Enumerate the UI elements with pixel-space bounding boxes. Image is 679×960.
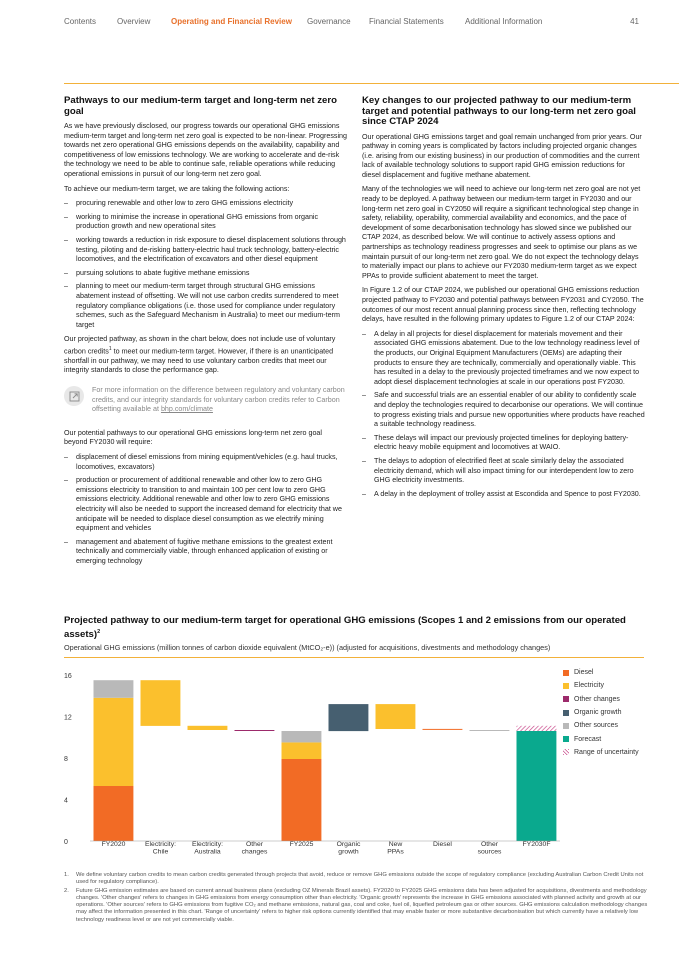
x-tick-label: New PPAs [387,841,404,856]
list-item: – production or procurement of additional renewable and other low to zero GHG emissions electricity to transition to and maintain 100 per cent low to zero GHG emissions electricity. Additional renewable and other low to zero GHG emissions electricity will also be needed to support the increased demand for electricity that we anticipate will be needed to displace diesel consumption as we electrify mining equipment and vehicles [64,476,347,534]
bar-segment [235,730,275,731]
top-navigation [64,17,639,31]
nav-contents[interactable]: Contents [64,17,97,26]
legend-item [563,746,639,759]
header-divider [64,83,679,84]
chart-title: Projected pathway to our medium-term target for operational GHG emissions (Scopes 1 and 2 emissions from our operated assets)$^2$ [64,615,626,640]
footnotes [64,872,649,925]
chart-divider [64,657,644,658]
legend-item [563,706,639,719]
list-item: – working to minimise the increase in operational GHG emissions from organic production growth and new operational sites [64,213,347,232]
bar-segment [94,680,134,698]
x-tick-label: Other changes [241,841,268,856]
right-paragraph-2: Many of the technologies we will need to achieve our long-term net zero goal are not yet ready to be deployed. A pathway between our medium-term target in FY2030 and our long-term net zero goal in CY2050 will require a significant technological step change in safety, reliability, operability, commercial availability and economics, and the pace of development of some decarbonisation technology has slowed since we published our CTAP 2024, as described below. We will continue to actively assess options and partnerships as technology readiness progresses and seek to optimise our plans as we maintain pursuit of our long-term net zero goal. We do not expect the technology delays to materially impact our plans to achieve our FY2030 medium-term target as we expect PPAs to provide sufficient abatement to meet the target. [362,185,641,280]
chart-subtitle: Operational GHG emissions (million tonnes of carbon dioxide equivalent (MtCO₂-e)) (adjusted for acquisitions, divestments and methodology changes) [64,643,551,653]
chart-legend [563,666,639,759]
bar-segment [517,726,557,731]
bar-segment [282,759,322,841]
y-tick-label: 4 [64,797,68,805]
climate-link[interactable]: bhp.com/climate [160,405,213,414]
actions-list [64,199,347,330]
footnote-ref-2[interactable]: 2 [97,628,101,635]
bar-segment [94,698,134,786]
legend-swatch [563,670,569,676]
legend-swatch [563,749,569,755]
nav-overview[interactable]: Overview [117,17,151,26]
bar-segment [423,729,463,730]
legend-item [563,666,639,679]
info-callout [64,386,347,415]
legend-label: Electricity [574,682,604,690]
list-item: – working towards a reduction in risk exposure to diesel displacement solutions through testing, piloting and de-risking battery-electric haul truck technology, battery-electric locomotives, and the electrification of excavators and other diesel equipment [64,236,347,265]
x-tick-label: Other sources [477,841,502,856]
legend-item [563,732,639,745]
legend-swatch [563,723,569,729]
list-item: – A delay in all projects for diesel displacement for materials movement and their associated GHG emissions abatement. Due to the low technology readiness level of the products, our Original Equipment Manufacturers (OEMs) are adapting their products to ensure they are technically, commercially and operationally viable. This has resulted in a delay to the previously projected timeframes and we now expect to adopt diesel displacement technologies at scale in our operations post FY2030. [362,330,645,388]
bar-segment [470,730,510,731]
list-item: – The delays to adoption of electrified fleet at scale similarly delay the associated electricity demand, which will also impact timing for our interdependent low to zero GHG electricity investments. [362,457,645,486]
bar-segment [282,731,322,742]
right-paragraph-3: In Figure 1.2 of our CTAP 2024, we published our operational GHG emissions reduction projected pathway to FY2030 and potential pathways between FY2031 and CY2050. The outcomes of our most recent annual planning process since then, reflecting technology delays, have resulted in the following primary updates to Figure 1.2 of our CTAP 2024: [362,286,644,324]
bar-segment [376,704,416,729]
nav-operating-financial-review[interactable]: Operating and Financial Review [171,17,292,26]
nav-additional-information[interactable]: Additional Information [465,17,543,26]
y-tick-label: 12 [64,714,72,722]
x-tick-label: Electricity: Australia [192,841,223,856]
bar-segment [188,726,228,730]
list-item: – procuring renewable and other low to zero GHG emissions electricity [64,199,347,209]
y-tick-label: 8 [64,756,68,763]
legend-item [563,719,639,732]
page-number: 41 [630,17,639,26]
x-tick-label: FY2020 [101,841,126,848]
list-item: – A delay in the deployment of trolley assist at Escondida and Spence to post FY2030. [362,490,645,500]
x-tick-label: Electricity: Chile [145,841,176,856]
legend-label: Diesel [574,669,594,677]
footnote-ref-1[interactable]: 1 [108,345,112,352]
bar-segment [517,731,557,841]
bar-segment [282,742,322,759]
legend-item [563,679,639,692]
footnote-2: 2. Future GHG emission estimates are based on current annual business plans (excluding OZ Minerals Brazil assets). FY2020 to FY2025 GHG emissions data has been adjusted for acquisitions, divestments and methodology changes. 'Other changes' refers to changes in GHG emissions from energy consumption other than electricity. 'Organic growth' represents the increase in GHG emissions associated with planned activity and growth at our operations. 'Other sources' refers to GHG emissions from fugitive CO₂ and methane emissions, natural gas, coal and coke, fuel oil, liquefied petroleum gas or other sources. GHG emissions calculation methodology changes may affect the information presented in this chart. 'Range of uncertainty' refers to higher risk options currently identified that may enable faster or more substantive decarbonisation but which currently have a relatively low technology readiness level or are not yet commercially viable. [64,887,648,923]
legend-label: Forecast [574,735,602,743]
bar-segment [329,704,369,731]
list-item: – pursuing solutions to abate fugitive methane emissions [64,269,347,279]
right-column [362,96,645,504]
nav-financial-statements[interactable]: Financial Statements [369,17,444,26]
right-heading: Key changes to our projected pathway to our medium-term target and potential pathways to our long-term net zero goal since CTAP 2024 [362,95,636,127]
x-tick-label: Diesel [433,841,452,848]
bar-segment [141,680,181,726]
list-item: – These delays will impact our previously projected timelines for deploying battery-electric heavy mobile equipment and locomotives at WAIO. [362,434,645,453]
legend-item [563,693,639,706]
footnote-1: 1. We define voluntary carbon credits to mean carbon credits generated through projects that avoid, reduce or remove GHG emissions outside the scope of regulatory compliance (excluding Australian Carbon Credit Units not used for regulatory compliance). [64,872,644,886]
pathways-list [64,453,347,567]
left-column [64,96,347,572]
legend-label: Other changes [574,695,620,703]
x-tick-label: FY2030F [522,841,551,848]
y-tick-label: 16 [64,673,72,680]
x-tick-label: FY2025 [289,841,314,848]
legend-label: Organic growth [574,709,622,717]
x-tick-label: Organic growth [336,841,361,856]
emissions-waterfall-chart [60,665,560,865]
nav-governance[interactable]: Governance [307,17,351,26]
left-paragraph-4: Our potential pathways to our operational GHG emissions long-term net zero goal beyond FY2030 will require: [64,428,322,447]
left-paragraph-3: Our projected pathway, as shown in the chart below, does not include use of voluntary carbon credits$^1$ to meet our medium-term target. However, if there is an unanticipated shortfall in our pathway, we may need to use voluntary carbon credits that meet our integrity standards to close the performance gap. [64,335,336,375]
legend-swatch [563,736,569,742]
bar-segment [94,786,134,841]
legend-swatch [563,696,569,702]
legend-label: Range of uncertainty [574,748,639,756]
legend-swatch [563,710,569,716]
list-item: – management and abatement of fugitive methane emissions to the greatest extent technically and commercially viable, through enhanced application of existing or emerging technology [64,538,347,567]
right-paragraph-1: Our operational GHG emissions target and goal remain unchanged from prior years. Our pathway in coming years is complicated by factors including projected organic changes (i.e. arising from our existing business) in our production of commodities and the current lack of available technology solutions to support rapid GHG emission reductions for diesel displacement and fugitive methane abatement. [362,132,642,179]
chart-header [64,616,644,652]
left-heading: Pathways to our medium-term target and long-term net zero goal [64,95,337,117]
updates-list [362,330,645,500]
list-item: – Safe and successful trials are an essential enabler of our ability to confidently scale and deploy the technologies required to decarbonise our operations. We will continue to progress existing trials and pursue new opportunities where products have reached a suitable technology readiness. [362,391,645,429]
y-tick-label: 0 [64,839,68,846]
legend-label: Other sources [574,722,618,730]
left-paragraph-1: As we have previously disclosed, our progress towards our operational GHG emissions medium-term target and long-term net zero goal is expected to be non-linear. Progressing towards net zero operational GHG emissions depends on the availability, capability and competitiveness of low emissions technology. We are working to accelerate and de-risk the technology we need to be able to continue safe, reliable operations while reducing operational emissions in pursuit of our long-term net zero goal. [64,122,347,178]
list-item: – displacement of diesel emissions from mining equipment/vehicles (e.g. haul trucks, locomotives, excavators) [64,453,347,472]
list-item: – planning to meet our medium-term target through structural GHG emissions abatement instead of offsetting. We will not use carbon credits surrendered to meet regulatory compliance obligations (i.e. those used for compliance under regulatory schemes, such as the Safeguard Mechanism in Australia) to meet our medium-term target [64,282,347,330]
legend-swatch [563,683,569,689]
info-text: For more information on the difference between regulatory and voluntary carbon credits, and our integrity standards for voluntary carbon credits refer to Carbon offsetting available at bhp.com/climate [92,386,345,414]
left-paragraph-2: To achieve our medium-term target, we are taking the following actions: [64,184,290,193]
external-link-icon [64,386,84,406]
